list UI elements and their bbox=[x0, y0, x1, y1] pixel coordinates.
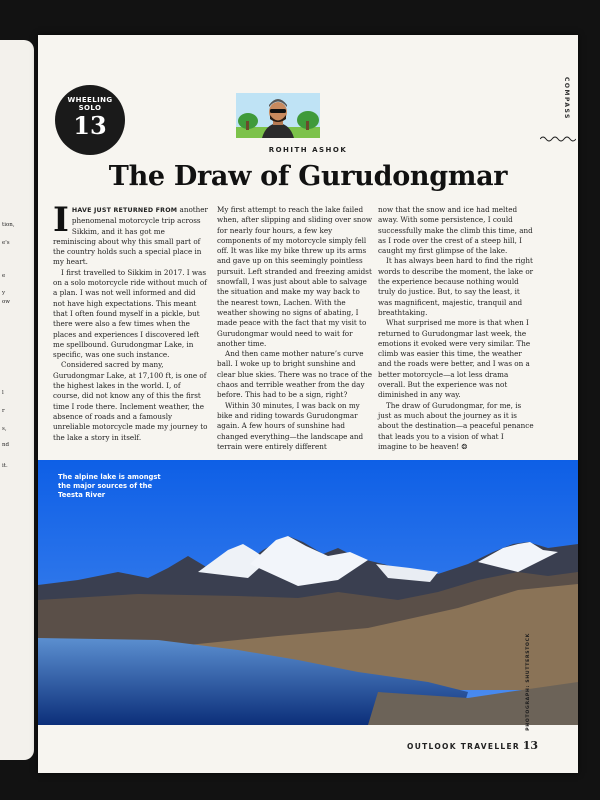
article-paragraph bbox=[53, 200, 209, 268]
article-title: The Draw of Gurudongmar bbox=[108, 161, 508, 192]
prev-page-fragment: e's bbox=[2, 240, 10, 246]
article-paragraph: It has always been hard to find the right words to describe the moment, the lake or the experience because nothing would truly do justice. But, to say the least, it was magnificent, majestic, tranquil and breathtaking. bbox=[378, 256, 534, 317]
article-paragraph: The draw of Gurudongmar, for me, is just as much about the journey as it is about the destination—a peaceful penance that leads you to a vision of what I imagine to be heaven! ❂ bbox=[378, 400, 534, 451]
article-paragraph: Considered sacred by many, Gurudongmar Lake, at 17,100 ft, is one of the highest lakes in the world. I, of course, did not know any of this the first time I rode there. Inclement weather, the absence of roads and a famously unreliable motorcycle made my journey to the lake a story in itself. bbox=[53, 360, 208, 442]
prev-page-fragment: r bbox=[2, 408, 5, 414]
article-column-3 bbox=[378, 205, 534, 452]
badge-label: WHEELING SOLO bbox=[67, 96, 113, 112]
article-column-2 bbox=[217, 205, 373, 452]
author-byline: ROHITH ASHOK bbox=[268, 146, 348, 154]
magazine-page bbox=[38, 35, 578, 773]
photo-credit: PHOTOGRAPH: SHUTTERSTOCK bbox=[526, 633, 531, 731]
column-badge bbox=[55, 85, 125, 155]
article-paragraph: now that the snow and ice had melted away. With some persistence, I could successfully make the climb this time, and as I rode over the crest of a steep hill, I caught my first glimpse of the lake. bbox=[378, 205, 533, 256]
article-paragraph: I first travelled to Sikkim in 2017. I was on a solo motorcycle ride without much of a plan. I was not well informed and did not have high expectations. This meant that I often found myself in a pickle, but there were also a few times when the places and experiences I discovered left me spellbound. Gurudongmar Lake, in specific, was one such instance. bbox=[53, 267, 207, 360]
article-column-1 bbox=[53, 200, 209, 443]
magazine-name: OUTLOOK TRAVELLER bbox=[407, 742, 520, 751]
previous-page-edge bbox=[0, 40, 34, 760]
article-paragraph: And then came mother nature’s curve ball. I woke up to bright sunshine and clear blue skies. There was no trace of the chaos and terrible weather from the day before. This had to be a sign, right? bbox=[217, 349, 373, 400]
prev-page-fragment: s, bbox=[2, 426, 7, 432]
prev-page-fragment: nd bbox=[2, 442, 10, 448]
squiggle-divider bbox=[540, 135, 576, 143]
prev-page-fragment: tion, bbox=[2, 222, 15, 228]
prev-page-fragment: l bbox=[2, 390, 4, 396]
prev-page-fragment: y bbox=[2, 290, 6, 296]
paragraph-text: another phenomenal motorcycle trip across Sikkim, and it has got me reminiscing about why this small part of the country holds such a special place in my heart. bbox=[53, 205, 208, 267]
author-illustration bbox=[236, 93, 320, 138]
lead-in: HAVE JUST RETURNED FROM bbox=[71, 207, 178, 214]
prev-page-fragment: e bbox=[2, 273, 6, 279]
prev-page-fragment: ow bbox=[2, 299, 11, 305]
drop-cap: I bbox=[53, 200, 69, 240]
badge-number: 13 bbox=[73, 111, 107, 140]
article-paragraph: My first attempt to reach the lake failed when, after slipping and sliding over snow for nearly four hours, a few key components of my motorcycle simply fell off. It was like my bike threw up its arms and gave up on this seemingly pointless pursuit. Left stranded and freezing amidst snowfall, I was just about able to salvage the situation and make my way back to the nearest town, Lachen. With the weather showing no signs of abating, I made peace with the fact that my visit to Gurudongmar would need to wait for another time. bbox=[217, 205, 373, 348]
section-tab: COMPASS bbox=[563, 77, 570, 120]
photo-caption: The alpine lake is amongst the major sources of the Teesta River bbox=[58, 473, 161, 499]
page-number: 13 bbox=[522, 739, 538, 752]
article-paragraph: What surprised me more is that when I returned to Gurudongmar last week, the emotions it evoked were very similar. The climb was easier this time, the weather and the roads were better, and I was on a better motorcycle—a lot less drama overall. But the experience was not diminished in any way. bbox=[378, 318, 531, 400]
prev-page-fragment: it. bbox=[2, 463, 8, 469]
article-paragraph: Within 30 minutes, I was back on my bike and riding towards Gurudongmar again. A few hours of sunshine had changed everything—the landscape and terrain were entirely different bbox=[217, 400, 364, 451]
